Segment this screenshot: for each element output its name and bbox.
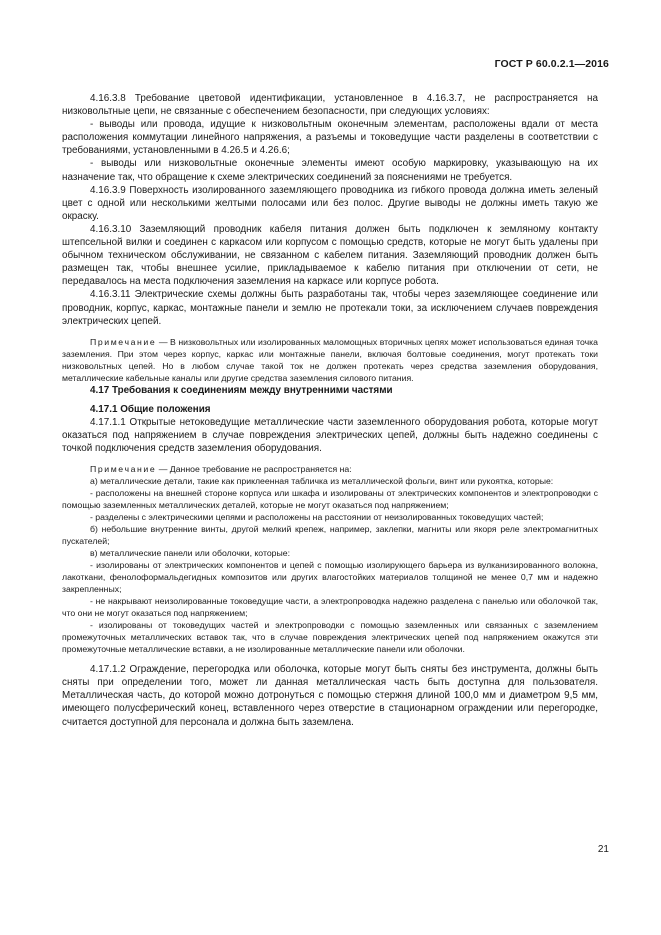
note-block — [62, 336, 598, 384]
subsection-heading-4-17-1: 4.17.1 Общие положения — [90, 403, 211, 415]
document-body — [62, 92, 598, 729]
paragraph-4-16-3-10: 4.16.3.10 Заземляющий проводник кабеля питания должен быть подключен к земляному контакту штепсельной вилки и соединен с каркасом или корпусом с помощью средств, которые не могут быть удалены при обычном техническом обслуживании, не связанном с кабелем питания. Заземляющий проводник должен быть размещен так, чтобы внешнее усилие, прикладываемое к кабелю питания при отключении от сети, не передавалось на места подключения заземления на каркасе или корпусе робота. — [62, 223, 598, 288]
page-number: 21 — [597, 844, 609, 855]
note-item: - не накрывают неизолированные токоведущие части, а электропроводка надежно разделена с панелью или оболочкой так, что они не могут оказаться под напряжением; — [62, 596, 598, 619]
note-label: Примечание — [90, 464, 157, 475]
note-item: а) металлические детали, такие как приклеенная табличка из металлической фольги, винт или рукоятка, которые: — [90, 476, 554, 487]
section-heading-4-17: 4.17 Требования к соединениям между внутренними частями — [90, 384, 393, 396]
note-item: в) металлические панели или оболочки, которые: — [90, 548, 290, 559]
note-label: Примечание — [90, 336, 157, 347]
paragraph-4-16-3-8: 4.16.3.8 Требование цветовой идентификации, установленное в 4.16.3.7, не распространяется на низковольтные цепи, не связанные с обеспечением безопасности, при следующих условиях: — [62, 93, 598, 118]
list-item: - выводы или низковольтные оконечные элементы имеют особую маркировку, указывающую на их назначение так, что обращение к схеме электрических соединений за пояснениями не требуется. — [62, 158, 598, 183]
paragraph-4-16-3-9: 4.16.3.9 Поверхность изолированного заземляющего проводника из гибкого провода должна иметь зеленый цвет с одной или несколькими желтыми полосами или без полос. Другие выводы не должны иметь такую же окраску. — [62, 184, 598, 222]
note-item: - изолированы от токоведущих частей и электропроводки с помощью заземленных или связанных с заземлением промежуточных металлических вставок так, что в случае повреждения электрических цепей под напряжением окажутся эти промежуточные металлические вставки, а не изолированные металлические панели или оболочки. — [62, 620, 598, 655]
paragraph-4-17-1-1: 4.17.1.1 Открытые нетоковедущие металлические части заземленного оборудования робота, которые могут оказаться под напряжением в случае повреждения электрических цепей, должны быть надежно соединены с точкой подключения средств заземления оборудования. — [62, 416, 598, 455]
list-item: - выводы или провода, идущие к низковольтным оконечным элементам, расположены вдали от места расположения коммутации линейного напряжения, а разъемы и токоведущие части разделены в соответствии с требованиями, установленными в 4.26.5 и 4.26.6; — [62, 119, 598, 157]
note-item: б) небольшие внутренние винты, другой мелкий крепеж, например, заклепки, магниты или якоря реле электромагнитных пускателей; — [62, 524, 598, 547]
note-item: - изолированы от электрических компонентов и цепей с помощью изолирующего барьера из вулканизированного волокна, лакоткани, фенолоформальдегидных композитов или других влагостойких материалов толщиной не менее 0,7 мм и надежно закрепленных; — [62, 560, 598, 595]
note-text: — В низковольтных или изолированных маломощных вторичных цепях может использоваться единая точка заземления. При этом через корпус, каркас или монтажные панели, включая болтовые соединения, могут протекать токи низковольтных цепей. Но в любом случае такой ток не должен протекать через средства заземления оборудования, металлические кабельные каналы или другие средства заземления силового питания. — [62, 336, 598, 383]
document-standard-id: ГОСТ Р 60.0.2.1—2016 — [494, 58, 609, 70]
paragraph-4-16-3-11: 4.16.3.11 Электрические схемы должны быть разработаны так, чтобы через заземляющее соединение или проводник, корпус, каркас, монтажные панели и землю не протекали токи, за исключением случаев повреждения электрических цепей. — [62, 289, 598, 327]
paragraph-4-17-1-2: 4.17.1.2 Ограждение, перегородка или оболочка, которые могут быть сняты без инструмента, должны быть сняты при определении того, может ли данная металлическая часть быть доступна для пользователя. Металлическая часть, до которой можно дотронуться с помощью стержня длиной 100,0 мм и диаметром 9,5 мм, имеющего полусферический конец, вставленного через отверстие в стационарном ограждении или перегородке, считается доступной для персонала и должна быть заземлена. — [62, 664, 598, 728]
note-block — [62, 463, 598, 475]
note-text: — Данное требование не распространяется на: — [156, 464, 352, 475]
note-item: - расположены на внешней стороне корпуса или шкафа и изолированы от электрических компонентов и электропроводки с помощью заземленных металлических деталей, которые не могут оказаться под напряжением; — [62, 488, 598, 511]
note-item: - разделены с электрическими цепями и расположены на расстоянии от неизолированных токоведущих частей; — [90, 512, 544, 523]
